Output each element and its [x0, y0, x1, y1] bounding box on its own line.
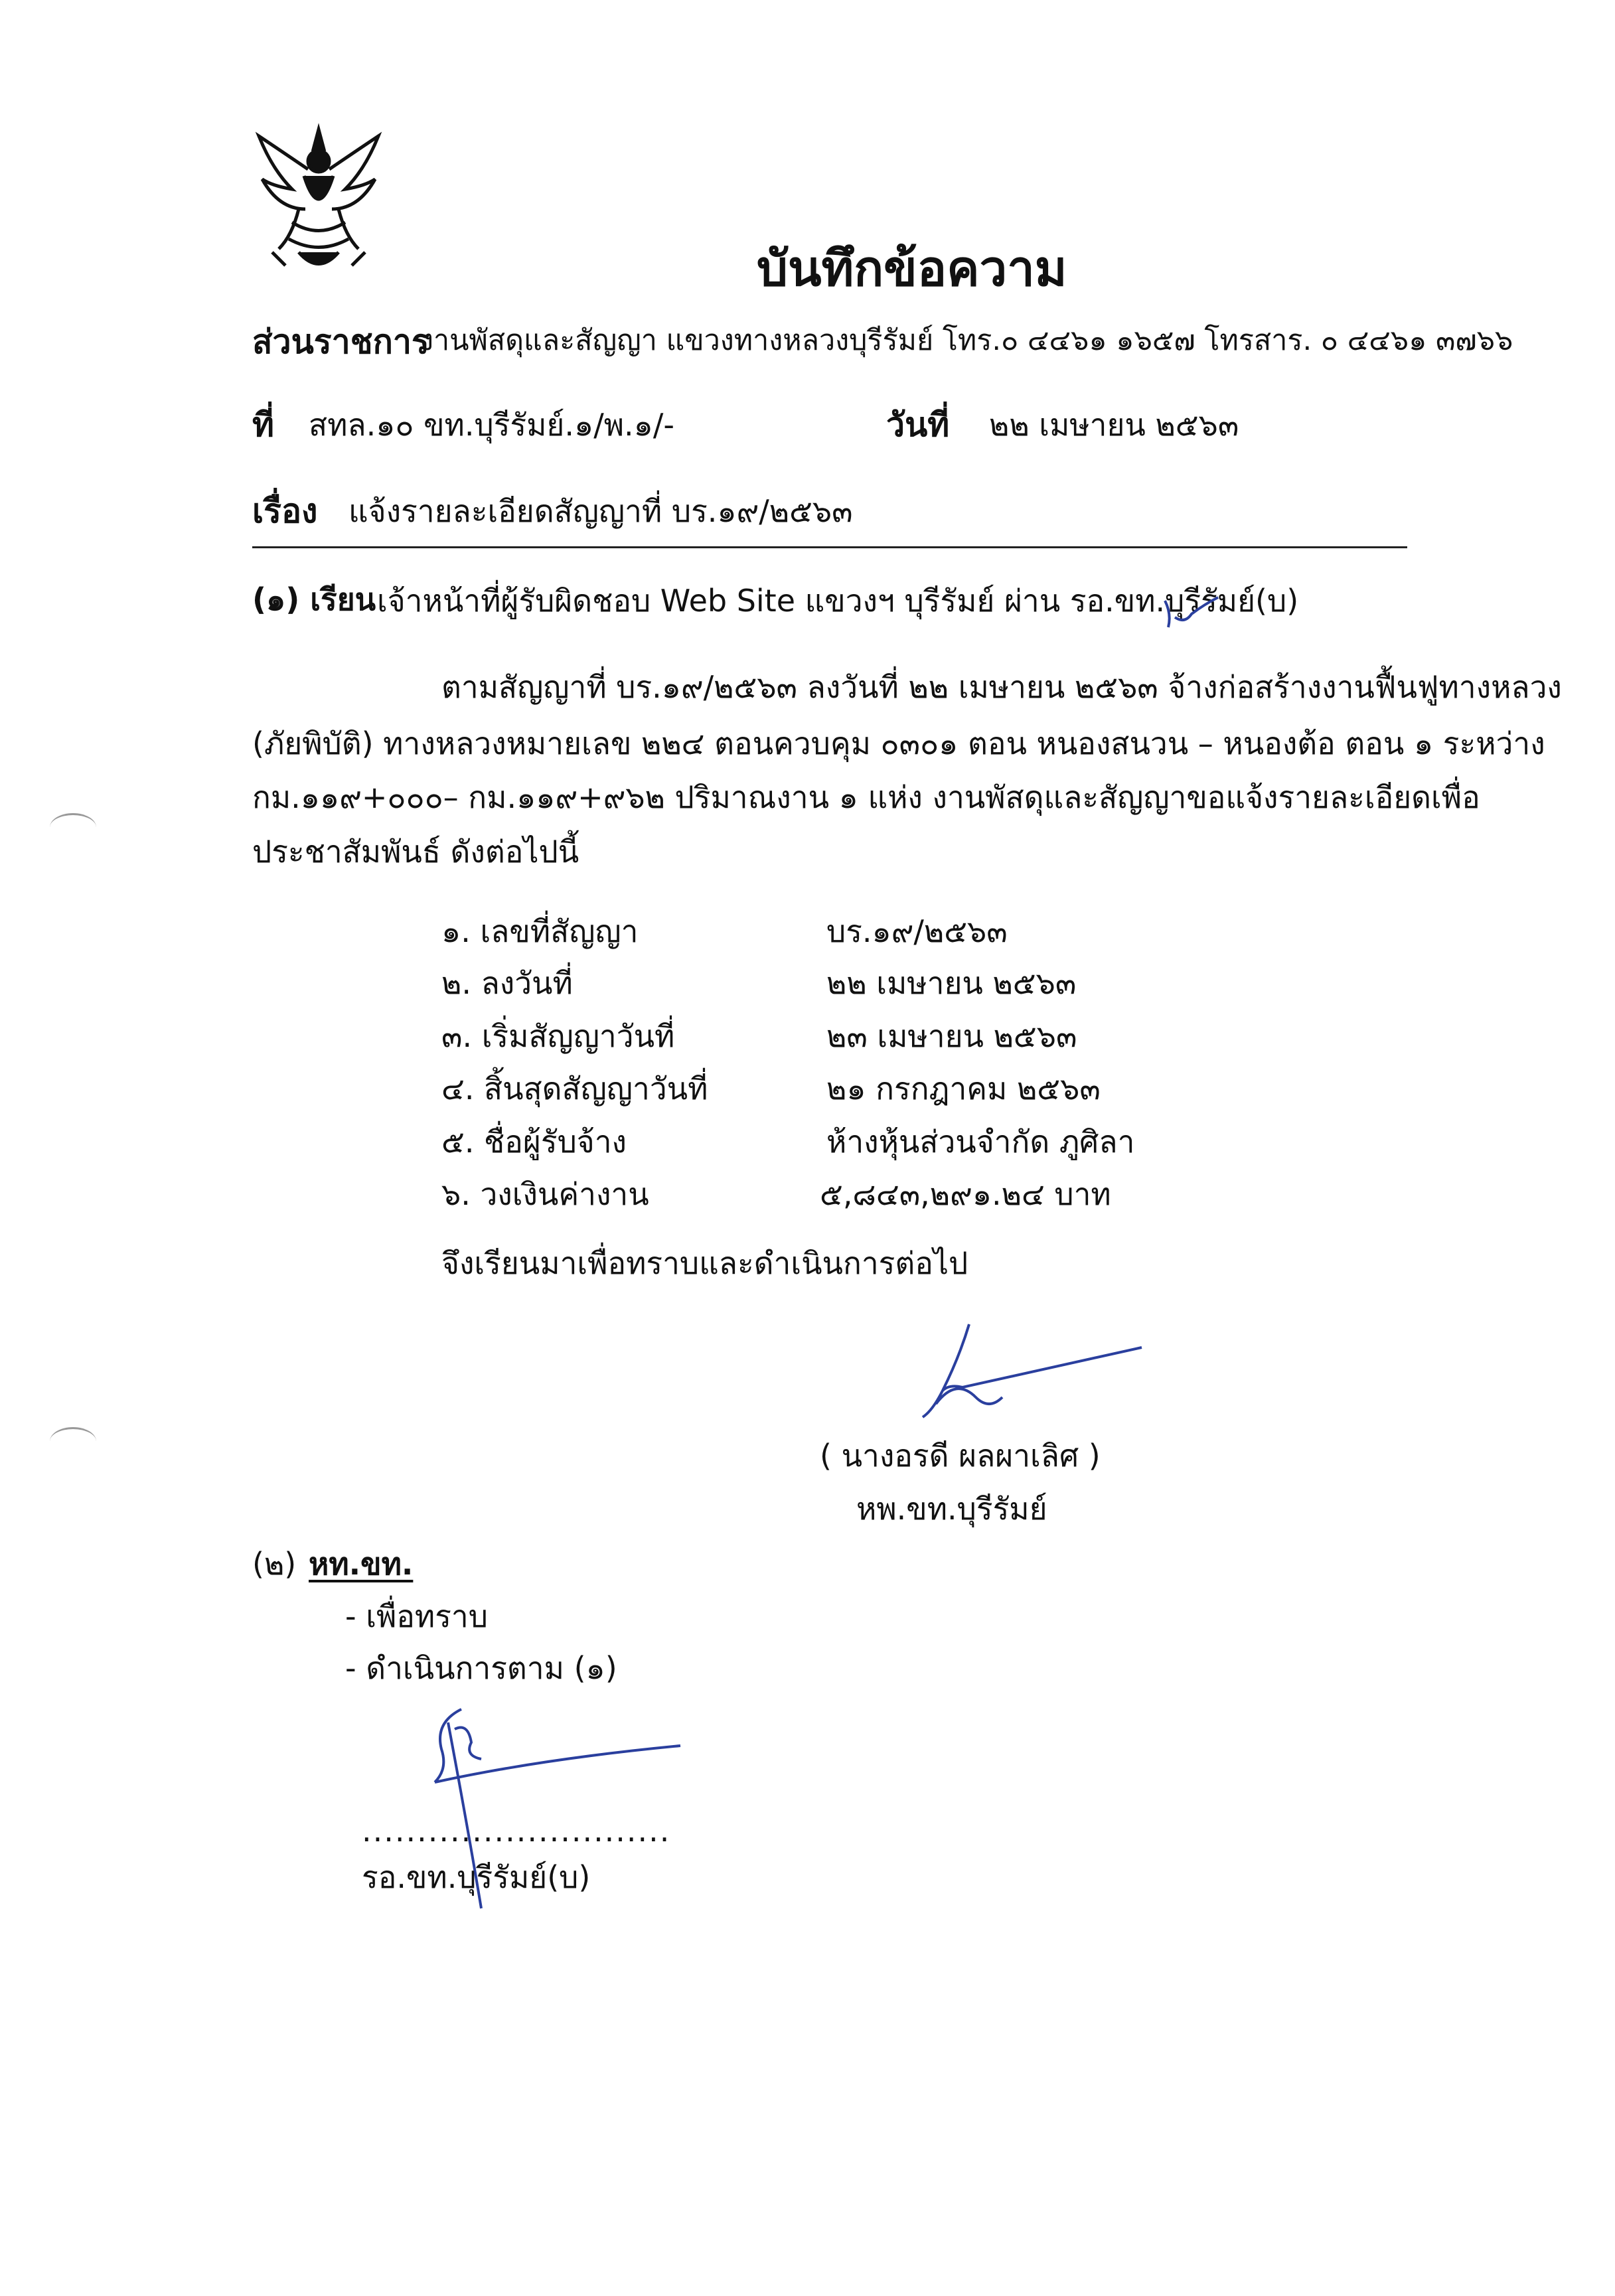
item-value: บร.๑๙/๒๕๖๓ [826, 913, 1008, 949]
item-label: ๖. วงเงินค่างาน [441, 1176, 649, 1212]
to-label: (๑) เรียน [252, 581, 376, 617]
item-value: ห้างหุ้นส่วนจำกัด ภูศิลา [826, 1124, 1135, 1160]
item-value: ๒๑ กรกฎาคม ๒๕๖๓ [826, 1071, 1101, 1107]
ref-value: สทล.๑๐ ขท.บุรีรัมย์.๑/พ.๑/- [309, 407, 674, 443]
header-divider [252, 546, 1407, 548]
signer-position: หพ.ขท.บุรีรัมย์ [856, 1491, 1047, 1527]
agency-value: งานพัสดุและสัญญา แขวงทางหลวงบุรีรัมย์ โทร.๐ ๔๔๖๑ ๑๖๕๗ โทรสาร. ๐ ๔๔๖๑ ๓๗๖๖ [420, 324, 1513, 357]
dotted-line: ............................ [362, 1813, 671, 1849]
section2-line: - ดำเนินการตาม (๑) [345, 1650, 617, 1686]
date-value: ๒๒ เมษายน ๒๕๖๓ [989, 407, 1239, 443]
signer-name: ( นางอรดี ผลผาเลิศ ) [820, 1438, 1101, 1474]
paragraph-line-4: ประชาสัมพันธ์ ดังต่อไปนี้ [252, 834, 579, 870]
item-value: ๒๓ เมษายน ๒๕๖๓ [826, 1018, 1077, 1054]
item-label: ๔. สิ้นสุดสัญญาวันที่ [441, 1071, 708, 1107]
section2-label: (๒) [252, 1546, 297, 1582]
initial-mark-icon [1158, 587, 1225, 641]
garuda-emblem-icon [252, 123, 385, 275]
item-label: ๒. ลงวันที่ [441, 965, 573, 1001]
section2-position: รอ.ขท.บุรีรัมย์(บ) [362, 1859, 591, 1895]
item-value: ๒๒ เมษายน ๒๕๖๓ [826, 965, 1077, 1001]
paragraph-line-2: (ภัยพิบัติ) ทางหลวงหมายเลข ๒๒๔ ตอนควบคุม ๐๓๐๑ ตอน หนองสนวน – หนองต้อ ตอน ๑ ระหว่าง [252, 726, 1545, 761]
item-label: ๕. ชื่อผู้รับจ้าง [441, 1124, 627, 1160]
closing-line: จึงเรียนมาเพื่อทราบและดำเนินการต่อไป [441, 1245, 968, 1281]
punch-hole-mark [50, 813, 96, 842]
item-label: ๓. เริ่มสัญญาวันที่ [441, 1018, 675, 1054]
subject-label: เรื่อง [252, 492, 318, 530]
item-value: ๕,๘๔๓,๒๙๑.๒๔ บาท [820, 1176, 1111, 1212]
subject-value: แจ้งรายละเอียดสัญญาที่ บร.๑๙/๒๕๖๓ [348, 493, 853, 529]
item-label: ๑. เลขที่สัญญา [441, 913, 639, 949]
paragraph-line-1: ตามสัญญาที่ บร.๑๙/๒๕๖๓ ลงวันที่ ๒๒ เมษายน ๒๕๖๓ จ้างก่อสร้างงานฟื้นฟูทางหลวง [441, 669, 1562, 705]
date-label: วันที่ [886, 406, 950, 444]
paragraph-line-3: กม.๑๑๙+๐๐๐– กม.๑๑๙+๙๖๒ ปริมาณงาน ๑ แห่ง งานพัสดุและสัญญาขอแจ้งรายละเอียดเพื่อ [252, 779, 1480, 815]
agency-label: ส่วนราชการ [252, 323, 429, 361]
punch-hole-mark [50, 1427, 96, 1456]
document-title: บันทึกข้อความ [757, 240, 1067, 297]
signature-icon [903, 1318, 1155, 1430]
section2-line: - เพื่อทราบ [345, 1598, 488, 1634]
section2-recipient: หท.ขท. [309, 1546, 414, 1582]
to-value: เจ้าหน้าที่ผู้รับผิดชอบ Web Site แขวงฯ บุรีรัมย์ ผ่าน รอ.ขท.บุรีรัมย์(บ) [377, 583, 1299, 619]
ref-label: ที่ [252, 406, 274, 444]
